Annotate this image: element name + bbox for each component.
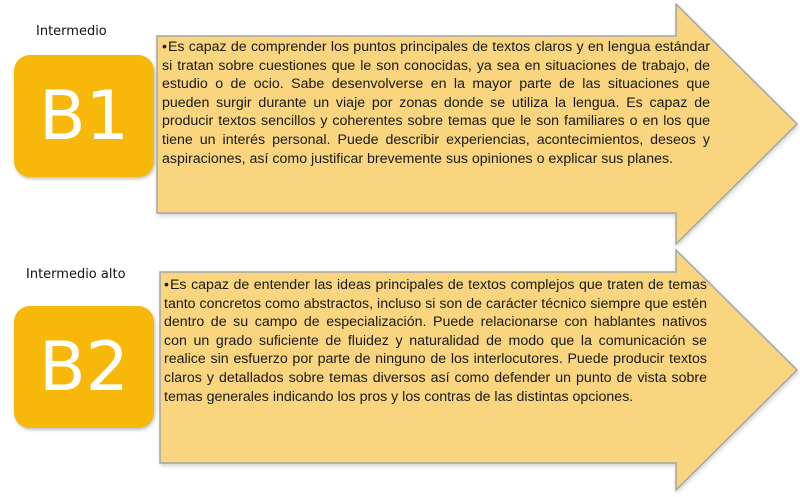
description-text-b1: Es capaz de comprender los puntos principales de textos claros y en lengua estándar si tratan sobre cuestiones que le son conocidas, ya sea en situaciones de trabajo, de estudio o de ocio. Sabe desenvolverse en la mayor parte de las situaciones que pueden surgir durante un viaje por zonas donde se utiliza la lengua. Es capaz de producir textos sencillos y coherentes sobre temas que le son familiares o en los que tiene un interés personal. Puede describir experiencias, acontecimientos, deseos y aspiraciones, así como justificar brevemente sus opiniones o explicar sus planes.	[162, 39, 710, 167]
level-label-b1: Intermedio	[36, 24, 107, 39]
bullet-b2: •	[164, 277, 169, 293]
level-badge-b2: B2	[14, 306, 154, 428]
level-description-b2	[164, 276, 707, 406]
bullet-b1: •	[162, 39, 167, 55]
level-label-b2: Intermedio alto	[26, 267, 126, 282]
description-text-b2: Es capaz de entender las ideas principales de textos complejos que traten de temas tanto concretos como abstractos, incluso si son de carácter técnico siempre que estén dentro de su campo de especialización. Puede relacionarse con hablantes nativos con un grado suficiente de fluidez y naturalidad de modo que la comunicación se realice sin esfuerzo por parte de ninguno de los interlocutores. Puede producir textos claros y detallados sobre temas diversos así como defender un punto de vista sobre temas generales indicando los pros y los contras de las distintas opciones.	[164, 277, 707, 405]
level-badge-b1: B1	[14, 55, 154, 177]
